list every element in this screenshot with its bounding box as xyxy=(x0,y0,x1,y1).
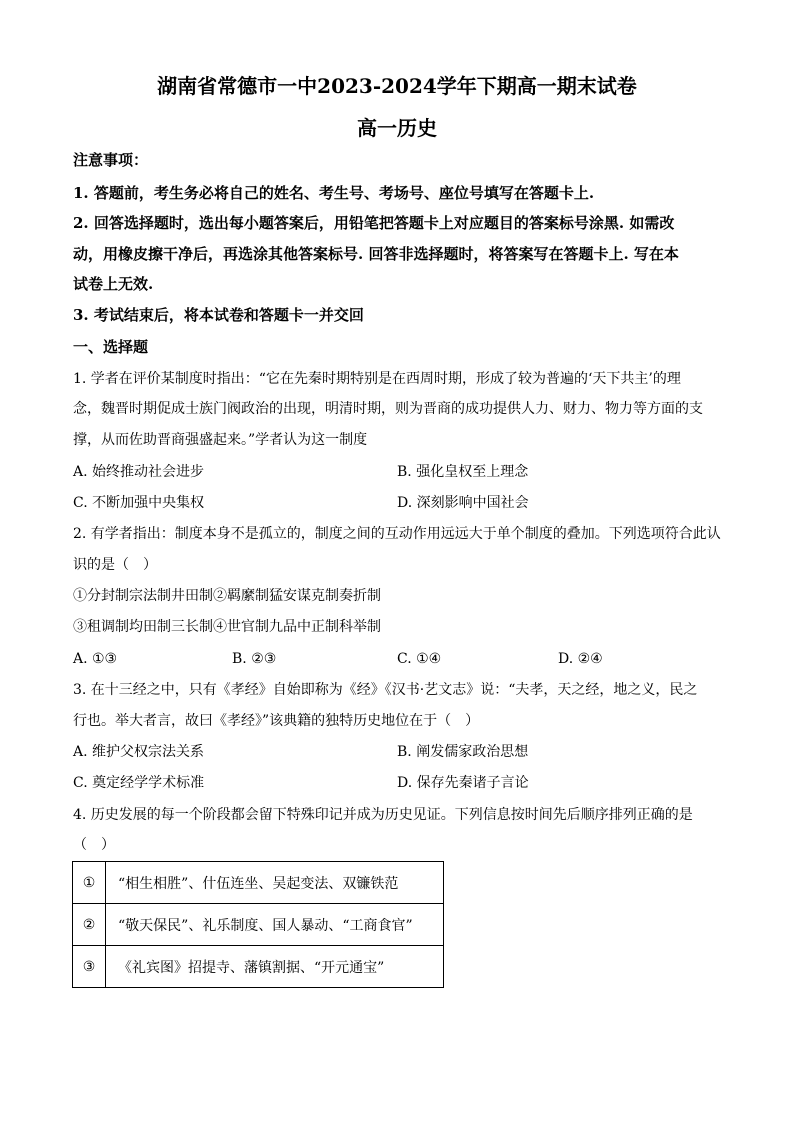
note-item-2-line-2: 动，用橡皮擦干净后，再选涂其他答案标号. 回答非选择题时，将答案写在答题卡上. 写在本 xyxy=(73,245,679,263)
q3-option-c: C. 奠定经学学术标准 xyxy=(73,775,205,791)
table-row-number: ② xyxy=(73,904,106,946)
note-item-1: 1. 答题前，考生务必将自己的姓名、考生号、考场号、座位号填写在答题卡上. xyxy=(73,184,595,202)
q1-option-d: D. 深刻影响中国社会 xyxy=(397,495,529,511)
q1-stem-line-3: 撑，从而佐助晋商强盛起来。”学者认为这一制度 xyxy=(73,432,368,448)
table-row-text: 《礼宾图》招提寺、藩镇割据、“开元通宝” xyxy=(106,946,444,988)
q3-option-b: B. 阐发儒家政治思想 xyxy=(397,744,529,760)
q3-option-d: D. 保存先秦诸子言论 xyxy=(397,775,529,791)
section-heading: 一、选择题 xyxy=(73,338,149,356)
q2-option-b: B. ②③ xyxy=(232,651,277,667)
q2-stem-line-1: 2. 有学者指出：制度本身不是孤立的，制度之间的互动作用远远大于单个制度的叠加。下列选项符合此认 xyxy=(73,526,721,542)
q1-option-a: A. 始终推动社会进步 xyxy=(73,464,205,480)
table-row xyxy=(73,862,444,904)
q1-option-c: C. 不断加强中央集权 xyxy=(73,495,205,511)
note-item-3: 3. 考试结束后，将本试卷和答题卡一并交回 xyxy=(73,306,364,324)
table-row-number: ③ xyxy=(73,946,106,988)
q2-option-a: A. ①③ xyxy=(73,651,118,667)
table-row xyxy=(73,946,444,988)
q4-stem-line-1: 4. 历史发展的每一个阶段都会留下特殊印记并成为历史见证。下列信息按时间先后顺序排列正确的是 xyxy=(73,807,693,823)
q2-stem-line-2: 识的是（ ） xyxy=(73,557,157,573)
exam-subject: 高一历史 xyxy=(357,116,437,140)
note-item-2-line-3: 试卷上无效. xyxy=(73,275,154,293)
q1-stem-line-2: 念，魏晋时期促成士族门阀政治的出现，明清时期，则为晋商的成功提供人力、财力、物力等方面的支 xyxy=(73,401,703,417)
table-row xyxy=(73,904,444,946)
q1-stem-line-1: 1. 学者在评价某制度时指出：“它在先秦时期特别是在西周时期，形成了较为普遍的‘天下共主’的理 xyxy=(73,371,681,387)
q4-stem-line-2: （ ） xyxy=(73,837,115,853)
q3-stem-line-1: 3. 在十三经之中，只有《孝经》自始即称为《经》《汉书·艺文志》说：“夫孝，天之经，地之义，民之 xyxy=(73,682,698,698)
note-item-2-line-1: 2. 回答选择题时，选出每小题答案后，用铅笔把答题卡上对应题目的答案标号涂黑. 如需改 xyxy=(73,214,675,232)
q1-option-b: B. 强化皇权至上理念 xyxy=(397,464,529,480)
q2-option-c: C. ①④ xyxy=(397,651,442,667)
notes-heading: 注意事项： xyxy=(73,151,149,169)
q2-stem-line-3: ①分封制宗法制井田制②羁縻制猛安谋克制奏折制 xyxy=(73,588,381,604)
q3-stem-line-2: 行也。举大者言，故曰《孝经》”该典籍的独特历史地位在于（ ） xyxy=(73,713,480,729)
table-row-text: “相生相胜”、什伍连坐、吴起变法、双镰铁范 xyxy=(106,862,444,904)
q4-info-table xyxy=(72,861,444,988)
q2-option-d: D. ②④ xyxy=(558,651,603,667)
q2-stem-line-4: ③租调制均田制三长制④世官制九品中正制科举制 xyxy=(73,619,381,635)
exam-title: 湖南省常德市一中2023-2024学年下期高一期末试卷 xyxy=(157,74,637,98)
table-row-text: “敬天保民”、礼乐制度、国人暴动、“工商食官” xyxy=(106,904,444,946)
q3-option-a: A. 维护父权宗法关系 xyxy=(73,744,205,760)
table-row-number: ① xyxy=(73,862,106,904)
